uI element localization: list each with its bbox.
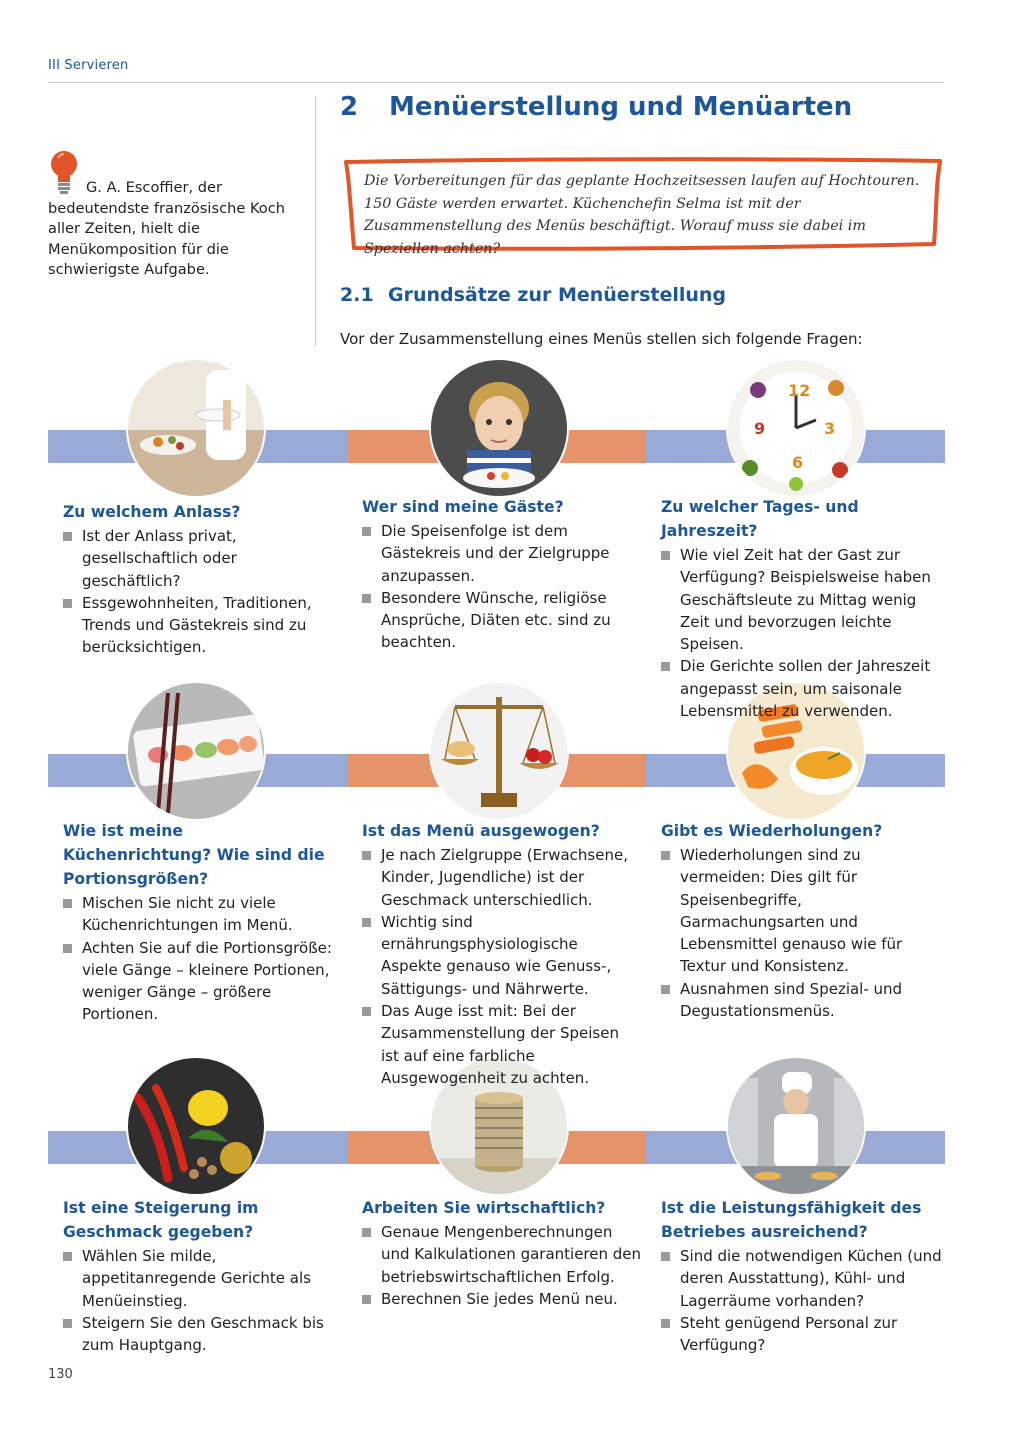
block-repetitions bbox=[661, 819, 943, 1022]
block-heading: Ist das Menü ausgewogen? bbox=[362, 822, 600, 840]
block-balanced bbox=[362, 819, 634, 1089]
scenario-text: Die Vorbereitungen für das geplante Hochzeitsessen laufen auf Hochtouren. 150 Gäste werden erwartet. Küchenchefin Selma ist mit der Zusammenstellung des Menüs beschäftigt. Worauf muss sie dabei im Speziellen achten? bbox=[364, 173, 920, 257]
list-item: Besondere Wünsche, religiöse Ansprüche, Diäten etc. sind zu beachten. bbox=[362, 587, 634, 654]
list-item: Steht genügend Personal zur Verfügung? bbox=[661, 1312, 943, 1357]
spices-photo bbox=[128, 1058, 264, 1194]
block-heading: Zu welcher Tages- und Jahreszeit? bbox=[661, 498, 859, 540]
sushi-photo bbox=[128, 683, 264, 819]
block-heading: Ist eine Steigerung im Geschmack gegeben? bbox=[63, 1199, 259, 1241]
block-heading: Arbeiten Sie wirtschaftlich? bbox=[362, 1199, 606, 1217]
list-item: Mischen Sie nicht zu viele Küchenrichtungen im Menü. bbox=[63, 892, 335, 937]
block-cuisine bbox=[63, 819, 335, 1026]
block-heading: Ist die Leistungsfähigkeit des Betriebes ausreichend? bbox=[661, 1199, 922, 1241]
svg-text:12: 12 bbox=[788, 381, 811, 400]
section-number: 2.1 bbox=[340, 284, 374, 306]
tip-text: G. A. Escoffier, der bedeutendste französische Koch aller Zeiten, hielt die Menükomposition für die schwierigste Aufgabe. bbox=[48, 179, 286, 278]
buffet-photo bbox=[128, 360, 264, 496]
list-item: Wählen Sie milde, appetitanregende Gerichte als Menüeinstieg. bbox=[63, 1245, 335, 1312]
list-item: Achten Sie auf die Portionsgröße: viele Gänge – kleinere Portionen, weniger Gänge – größere Portionen. bbox=[63, 937, 335, 1026]
child-photo bbox=[431, 360, 567, 496]
margin-tip bbox=[48, 150, 298, 281]
list-item: Wie viel Zeit hat der Gast zur Verfügung? Beispielsweise haben Geschäftsleute zu Mittag wenig Zeit und bevorzugen leichte Speisen. bbox=[661, 544, 943, 655]
block-heading: Zu welchem Anlass? bbox=[63, 503, 241, 521]
svg-text:6: 6 bbox=[792, 453, 804, 472]
svg-text:3: 3 bbox=[824, 419, 836, 438]
chapter-title: Menüerstellung und Menüarten bbox=[389, 92, 853, 122]
page-number: 130 bbox=[48, 1367, 73, 1382]
list-item: Ist der Anlass privat, gesellschaftlich oder geschäftlich? bbox=[63, 525, 335, 592]
section-title: Grundsätze zur Menüerstellung bbox=[388, 284, 727, 306]
list-item: Wichtig sind ernährungsphysiologische Aspekte genauso wie Genuss-, Sättigungs- und Nährwerte. bbox=[362, 911, 634, 1000]
list-item: Das Auge isst mit: Bei der Zusammenstellung der Speisen ist auf eine farbliche Ausgewogenheit zu achten. bbox=[362, 1000, 634, 1089]
running-head: III Servieren bbox=[48, 58, 129, 73]
scenario-box bbox=[340, 156, 946, 257]
header-rule bbox=[48, 82, 944, 83]
svg-text:9: 9 bbox=[754, 419, 766, 438]
scale-photo bbox=[431, 683, 567, 819]
chapter-number: 2 bbox=[340, 92, 359, 122]
list-item: Steigern Sie den Geschmack bis zum Hauptgang. bbox=[63, 1312, 335, 1357]
list-item: Ausnahmen sind Spezial- und Degustationsmenüs. bbox=[661, 978, 943, 1023]
block-capacity bbox=[661, 1196, 943, 1356]
list-item: Essgewohnheiten, Traditionen, Trends und Gästekreis sind zu berücksichtigen. bbox=[63, 592, 335, 659]
block-time-season bbox=[661, 495, 943, 722]
block-economy bbox=[362, 1196, 642, 1310]
block-heading: Gibt es Wiederholungen? bbox=[661, 822, 883, 840]
list-item: Je nach Zielgruppe (Erwachsene, Kinder, Jugendliche) ist der Geschmack unterschiedlich. bbox=[362, 844, 634, 911]
column-divider bbox=[315, 96, 316, 346]
list-item: Die Gerichte sollen der Jahreszeit angepasst sein, um saisonale Lebensmittel zu verwenden. bbox=[661, 655, 943, 722]
block-occasion bbox=[63, 500, 335, 659]
list-item: Die Speisenfolge ist dem Gästekreis und der Zielgruppe anzupassen. bbox=[362, 520, 634, 587]
list-item: Genaue Mengenberechnungen und Kalkulationen garantieren den betriebswirtschaftlichen Erfolg. bbox=[362, 1221, 642, 1288]
block-heading: Wer sind meine Gäste? bbox=[362, 498, 564, 516]
list-item: Sind die notwendigen Küchen (und deren Ausstattung), Kühl- und Lagerräume vorhanden? bbox=[661, 1245, 943, 1312]
block-heading: Wie ist meine Küchenrichtung? Wie sind die Portionsgrößen? bbox=[63, 822, 325, 888]
chef-kitchen-photo bbox=[728, 1058, 864, 1194]
intro-text: Vor der Zusammenstellung eines Menüs stellen sich folgende Fragen: bbox=[340, 330, 863, 348]
list-item: Berechnen Sie jedes Menü neu. bbox=[362, 1288, 642, 1310]
food-clock-photo bbox=[728, 360, 864, 496]
block-taste bbox=[63, 1196, 335, 1356]
block-guests bbox=[362, 495, 634, 654]
list-item: Wiederholungen sind zu vermeiden: Dies gilt für Speisenbegriffe, Garmachungsarten und Lebensmittel genauso wie für Textur und Konsistenz. bbox=[661, 844, 943, 978]
